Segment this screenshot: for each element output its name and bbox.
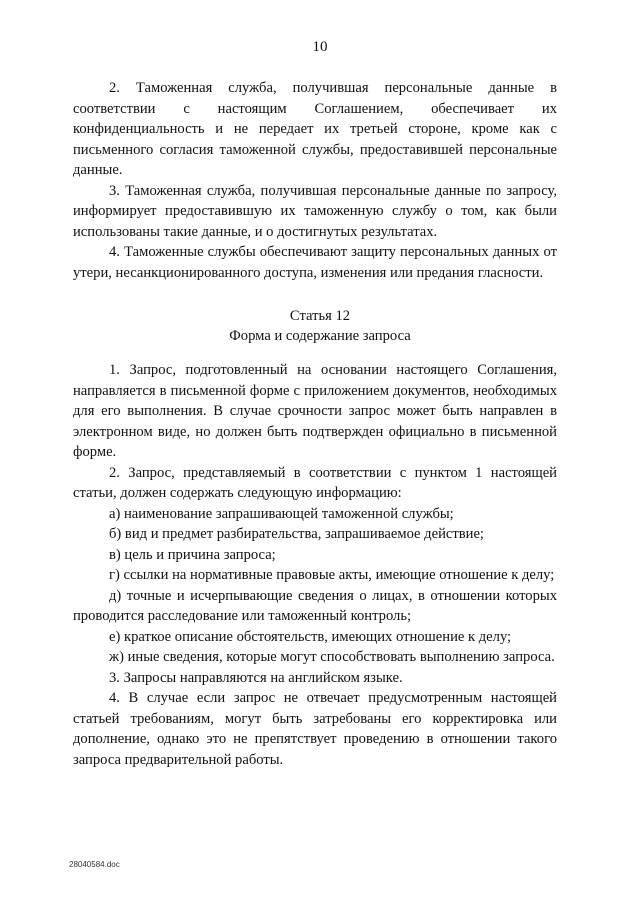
paragraph-4: 4. Таможенные службы обеспечивают защиту персональных данных от утери, несанкционированного доступа, изменения или предания гласности.	[73, 244, 557, 281]
page-number: 10	[312, 39, 328, 55]
article-title: Форма и содержание запроса	[229, 328, 411, 344]
paragraph-2: 2. Таможенная служба, получившая персональные данные в соответствии с настоящим Соглашением, обеспечивает их конфиденциальность и не передает их третьей стороне, кроме как с письменного согласия таможенной службы, предоставившей персональные данные.	[73, 80, 557, 178]
paragraph-3: 3. Таможенная служба, получившая персональные данные по запросу, информирует предоставившую их таможенную службу о том, как были использованы такие данные, и о достигнутых результатах.	[73, 182, 557, 240]
list-item-d: д) точные и исчерпывающие сведения о лицах, в отношении которых проводится расследование или таможенный контроль;	[73, 587, 557, 624]
list-item-v: в) цель и причина запроса;	[109, 546, 276, 563]
list-item-e: е) краткое описание обстоятельств, имеющих отношение к делу;	[109, 628, 512, 645]
footer-filename: 28040584.doc	[69, 860, 120, 869]
article-number: Статья 12	[289, 308, 351, 324]
list-item-a: а) наименование запрашивающей таможенной службы;	[109, 505, 454, 522]
list-item-zh: ж) иные сведения, которые могут способствовать выполнению запроса.	[109, 649, 555, 665]
paragraph-3: 3. Запросы направляются на английском языке.	[109, 669, 403, 686]
article-12-body	[73, 360, 557, 770]
list-item-b: б) вид и предмет разбирательства, запрашиваемое действие;	[109, 526, 484, 542]
paragraph-1: 1. Запрос, подготовленный на основании настоящего Соглашения, направляется в письменной форме с приложением документов, необходимых для его выполнения. В случае срочности запрос может быть направлен в электронном виде, но должен быть подтвержден официально в письменной форме.	[73, 362, 557, 460]
paragraph-4: 4. В случае если запрос не отвечает предусмотренным настоящей статьей требованиям, могут быть затребованы его корректировка или дополнение, однако это не препятствует проведению в отношении такого запроса предварительной работы.	[73, 690, 557, 768]
article-11-continuation	[73, 78, 557, 283]
list-item-g: г) ссылки на нормативные правовые акты, имеющие отношение к делу;	[109, 567, 555, 583]
paragraph-2: 2. Запрос, представляемый в соответствии с пунктом 1 настоящей статьи, должен содержать следующую информацию:	[73, 464, 557, 501]
